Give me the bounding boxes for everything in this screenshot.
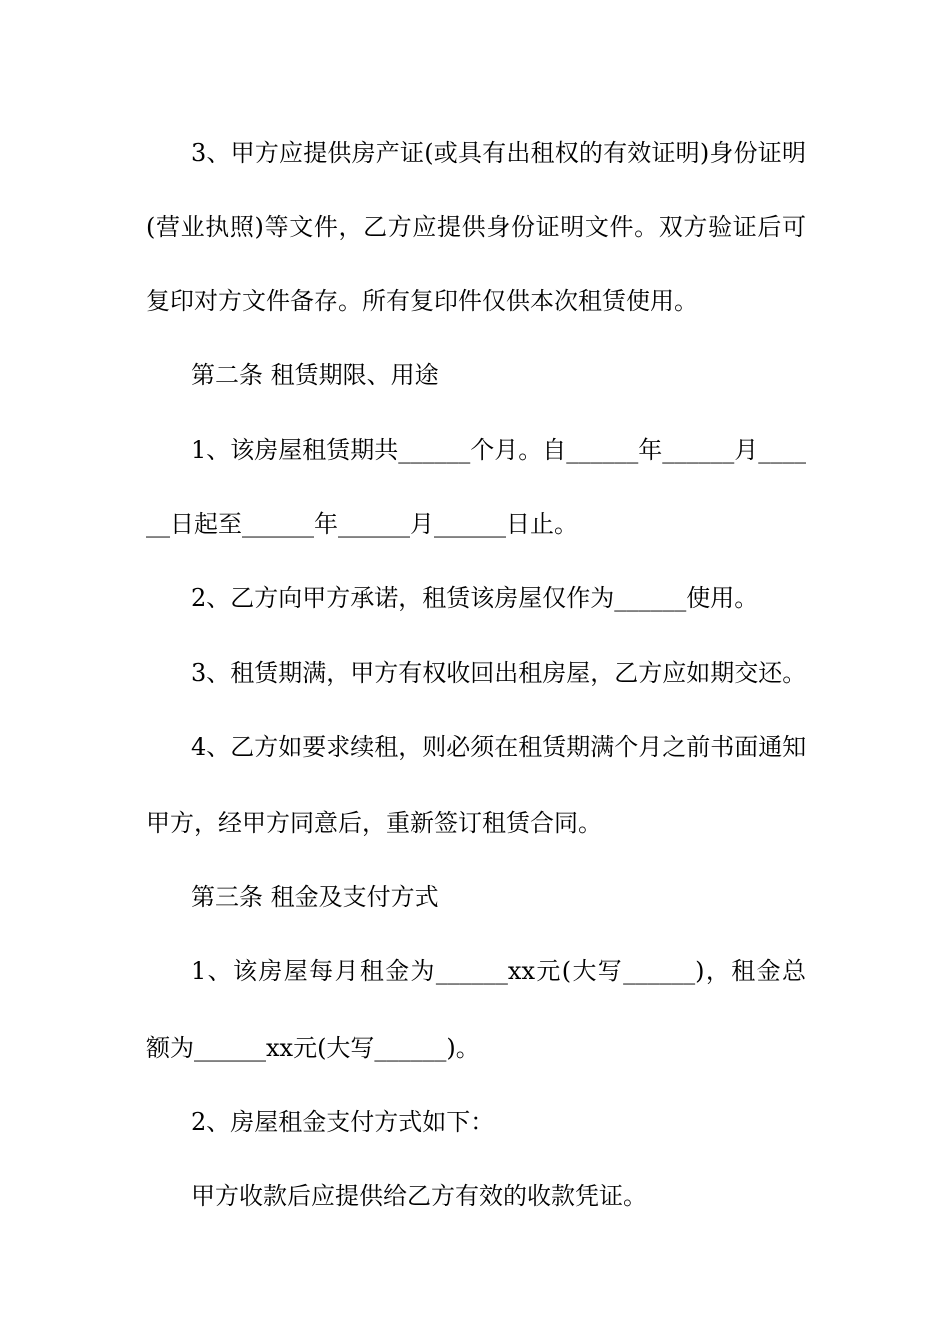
paragraph-line: 额为______xx元(大写______)。 <box>146 1034 480 1062</box>
paragraph-line: __日起至______年______月______日止。 <box>146 510 578 538</box>
paragraph-line: 1、该房屋每月租金为______xx元(大写______)，租金总 <box>191 957 806 985</box>
section-heading: 第三条 租金及支付方式 <box>191 883 439 911</box>
paragraph-line: 3、甲方应提供房产证(或具有出租权的有效证明)身份证明 <box>191 139 806 167</box>
paragraph-line: 2、房屋租金支付方式如下： <box>191 1108 495 1136</box>
paragraph-line: (营业执照)等文件，乙方应提供身份证明文件。双方验证后可 <box>146 213 806 241</box>
paragraph-line: 甲方，经甲方同意后，重新签订租赁合同。 <box>146 809 602 837</box>
paragraph-line: 2、乙方向甲方承诺，租赁该房屋仅作为______使用。 <box>191 584 759 612</box>
paragraph-line: 4、乙方如要求续租，则必须在租赁期满个月之前书面通知 <box>191 733 806 761</box>
paragraph-line: 3、租赁期满，甲方有权收回出租房屋，乙方应如期交还。 <box>191 659 806 687</box>
paragraph-line: 复印对方文件备存。所有复印件仅供本次租赁使用。 <box>146 287 698 315</box>
section-heading: 第二条 租赁期限、用途 <box>191 361 439 389</box>
paragraph-line: 1、该房屋租赁期共______个月。自______年______月____ <box>191 436 806 464</box>
paragraph-line: 甲方收款后应提供给乙方有效的收款凭证。 <box>191 1182 647 1210</box>
